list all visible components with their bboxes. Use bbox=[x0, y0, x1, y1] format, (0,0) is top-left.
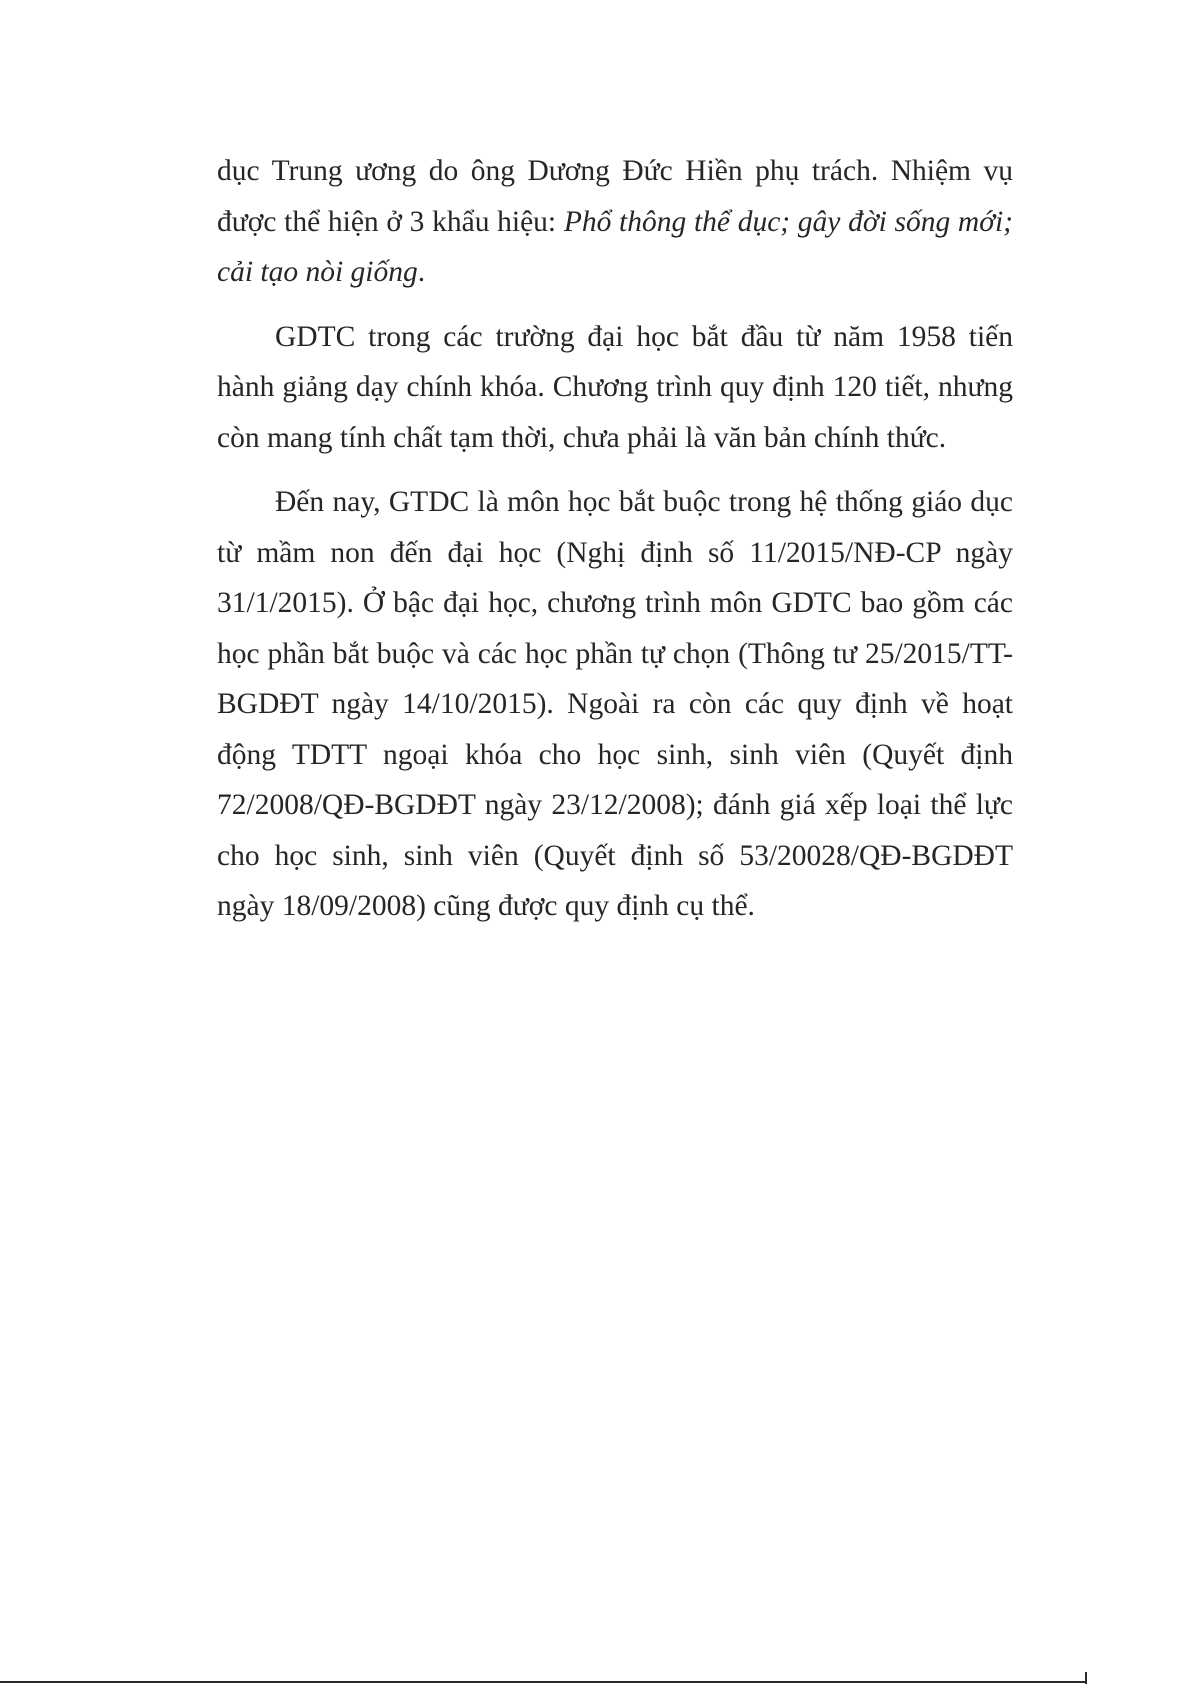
paragraph-continued bbox=[217, 146, 1013, 298]
paragraph-3: Đến nay, GTDC là môn học bắt buộc trong hệ thống giáo dục từ mầm non đến đại học (Nghị định số 11/2015/NĐ-CP ngày 31/1/2015). Ở bậc đại học, chương trình môn GDTC bao gồm các học phần bắt buộc và các học phần tự chọn (Thông tư 25/2015/TT-BGDĐT ngày 14/10/2015). Ngoài ra còn các quy định về hoạt động TDTT ngoại khóa cho học sinh, sinh viên (Quyết định 72/2008/QĐ-BGDĐT ngày 23/12/2008); đánh giá xếp loại thể lực cho học sinh, sinh viên (Quyết định số 53/20028/QĐ-BGDĐT ngày 18/09/2008) cũng được quy định cụ thể. bbox=[217, 486, 1013, 922]
paragraph-1-text: dục Trung ương do ông Dương Đức Hiền phụ trách. Nhiệm vụ được thể hiện ở 3 khẩu hiệu: bbox=[217, 155, 1013, 238]
paragraph-2: GDTC trong các trường đại học bắt đầu từ năm 1958 tiến hành giảng dạy chính khóa. Chương trình quy định 120 tiết, nhưng còn mang tính chất tạm thời, chưa phải là văn bản chính thức. bbox=[217, 320, 1013, 454]
body-text bbox=[217, 146, 1013, 946]
slogans-italic: Phổ thông thể dục; gây đời sống mới; cải tạo nòi giống bbox=[217, 205, 1013, 288]
page-bottom-tick bbox=[1085, 1672, 1087, 1684]
paragraph-1-end: . bbox=[417, 256, 426, 288]
page-bottom-rule bbox=[0, 1681, 1085, 1683]
